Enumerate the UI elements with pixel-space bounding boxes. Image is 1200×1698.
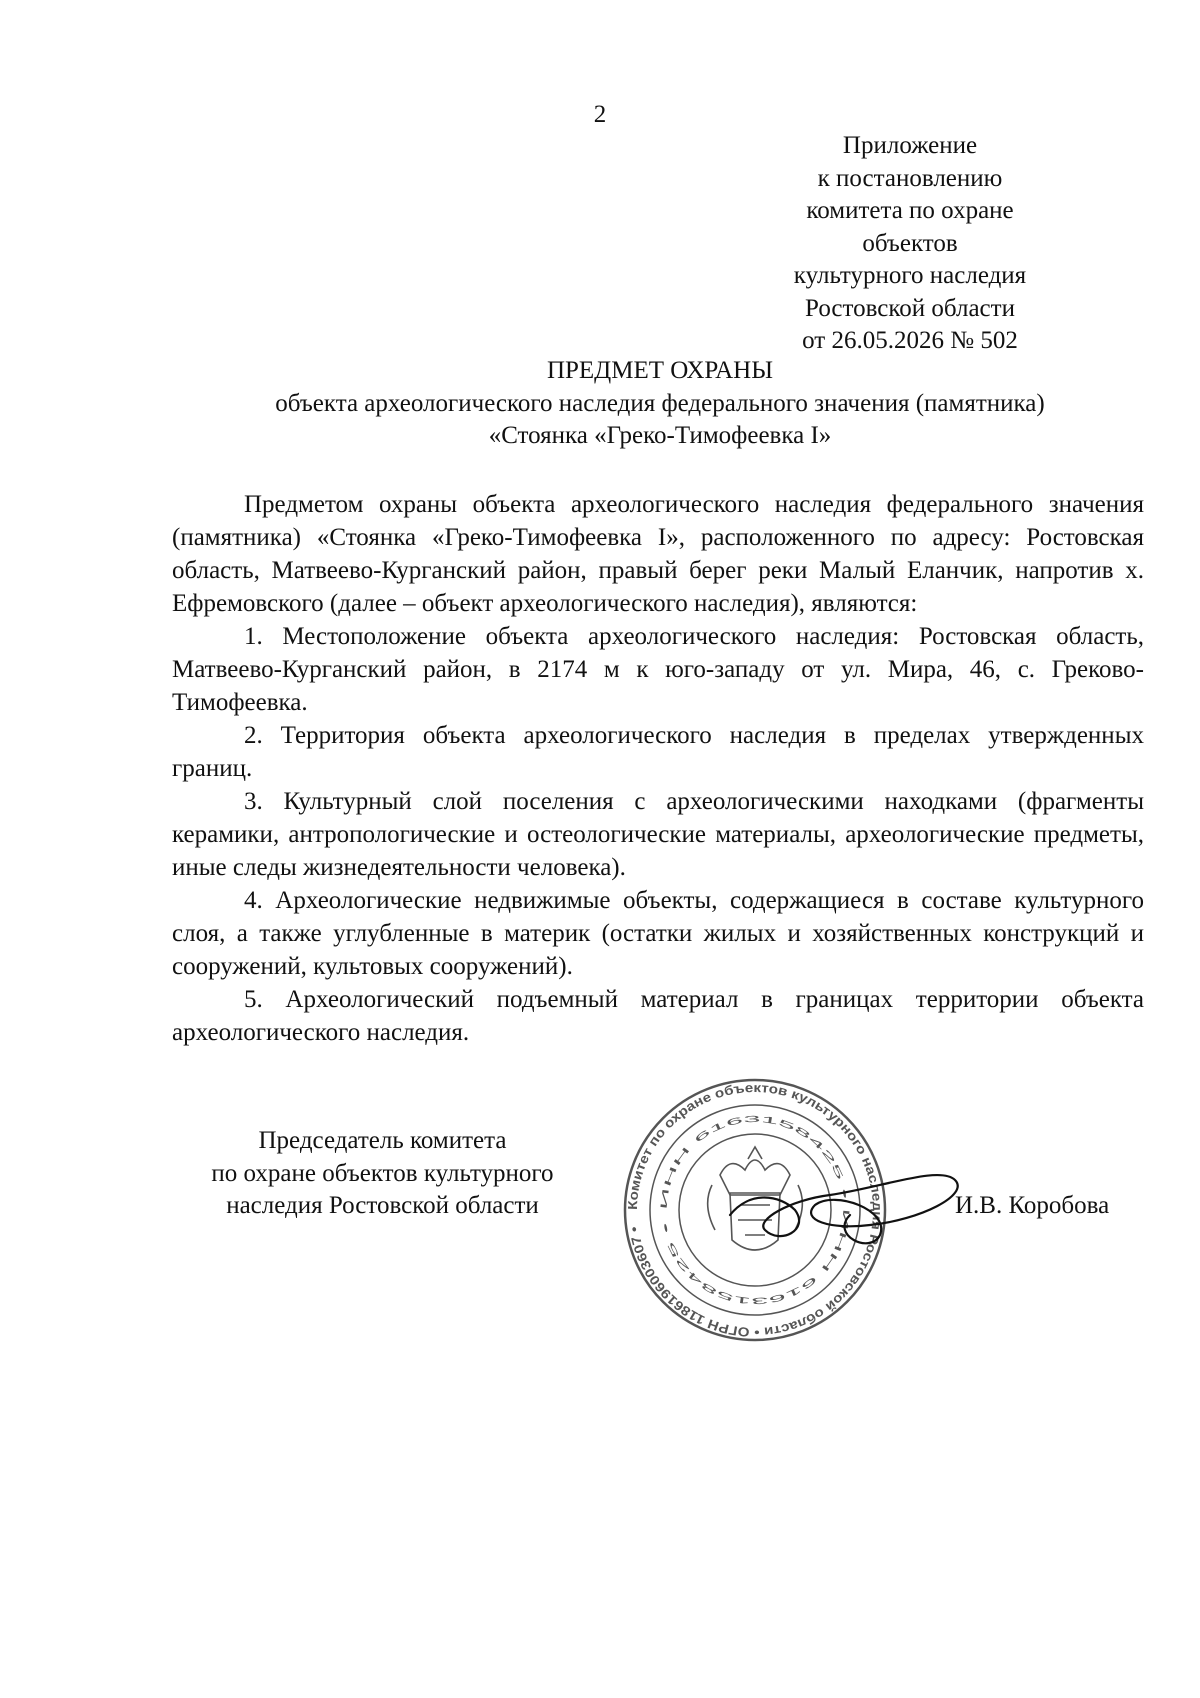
stamp-outer-text: Комитет по охране объектов культурного наследия Ростовской области • ОГРН 1186196003607 •: [624, 1079, 886, 1341]
signatory-position-line: наследия Ростовской области: [226, 1192, 539, 1219]
signatory-position-line: Председатель комитета: [258, 1127, 507, 1154]
item-5-paragraph: 5. Археологический подъемный материал в границах территории объекта археологического наследия.: [172, 986, 1144, 1046]
appendix-line: Ростовской области: [805, 294, 1015, 322]
appendix-line: культурного наследия: [793, 262, 1027, 289]
item-3-paragraph: 3. Культурный слой поселения с археологическими находками (фрагменты керамики, антропологические и остеологические материалы, археологические предметы, иные следы жизнедеятельности человека).: [172, 788, 1144, 881]
signatory-name: И.В. Коробова: [955, 1192, 1110, 1219]
appendix-date-number: от 26.05.2026 № 502: [802, 327, 1018, 354]
object-name: «Стоянка «Греко-Тимофеевка I»: [488, 422, 832, 449]
appendix-block: [760, 130, 1060, 358]
item-1-paragraph: 1. Местоположение объекта археологического наследия: Ростовская область, Матвеево-Курганский район, в 2174 м к юго-западу от ул. Мира, 46, с. Греково-Тимофеевка.: [172, 623, 1144, 716]
document-subtitle: объекта археологического наследия федерального значения (памятника): [275, 389, 1045, 417]
document-body: [172, 488, 1144, 1049]
handwritten-signature: [720, 1150, 970, 1260]
appendix-line: Приложение: [842, 132, 978, 159]
signatory-position-line: по охране объектов культурного: [211, 1159, 554, 1187]
signatory-position: [175, 1125, 590, 1223]
item-4-paragraph: 4. Археологические недвижимые объекты, содержащиеся в составе культурного слоя, а также углубленные в материк (остатки жилых и хозяйственных конструкций и сооружений, культовых сооружений).: [172, 887, 1144, 980]
document-title-block: [170, 355, 1150, 453]
appendix-line: комитета по охране объектов: [806, 197, 1014, 257]
item-2-paragraph: 2. Территория объекта археологического наследия в пределах утвержденных границ.: [172, 722, 1144, 782]
appendix-line: к постановлению: [817, 164, 1003, 192]
page-number: 2: [593, 101, 607, 128]
document-heading: ПРЕДМЕТ ОХРАНЫ: [546, 357, 774, 384]
intro-paragraph: Предметом охраны объекта археологического наследия федерального значения (памятника) «Стоянка «Греко-Тимофеевка I», расположенного по адресу: Ростовская область, Матвеево-Курганский район, правый берег реки Малый Еланчик, напротив х. Ефремовского (далее – объект археологического наследия), являются:: [172, 491, 1144, 617]
stamp-inner-text: ИНН 6163158425 • ИНН 6163158425 •: [658, 1113, 852, 1307]
